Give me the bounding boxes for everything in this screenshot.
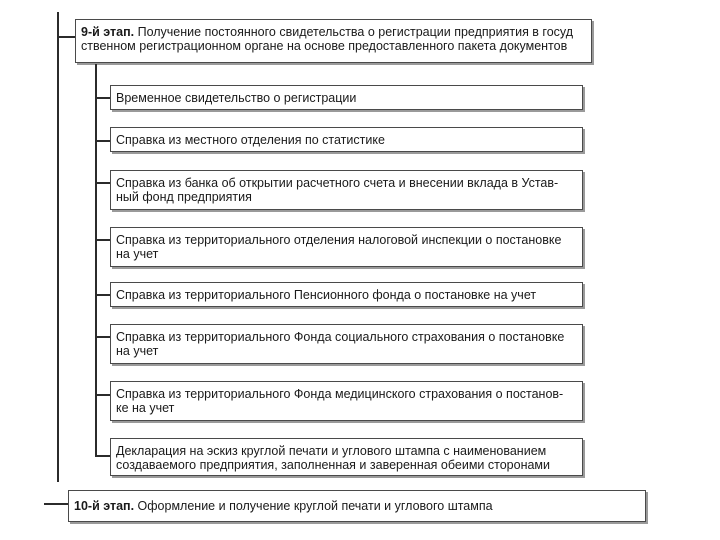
document-box-6 [110,324,583,364]
doc-connector-3 [95,182,110,184]
document-box-8 [110,438,583,476]
doc-connector-6 [95,336,110,338]
document-7-line-2: ке на учет [116,401,175,415]
document-box-5 [110,282,583,307]
document-4-line-2: на учет [116,247,159,261]
document-6-line-1: Справка из территориального Фонда социального страхования о постановке [116,330,565,344]
document-2-line-1: Справка из местного отделения по статистике [116,133,385,147]
document-7-line-1: Справка из территориального Фонда медицинского страхования о постанов- [116,387,564,401]
document-3-line-2: ный фонд предприятия [116,190,252,204]
stage-9-title-line-1: Получение постоянного свидетельства о регистрации предприятия в госуд [137,25,574,39]
document-8-line-1: Декларация на эскиз круглой печати и углового штампа с наименованием [116,444,547,458]
main-to-stage9-connector [57,36,75,38]
document-6-line-2: на учет [116,344,159,358]
documents-vertical-line [95,64,97,456]
document-1-line-1: Временное свидетельство о регистрации [116,91,357,105]
doc-connector-1 [95,97,110,99]
document-box-2 [110,127,583,152]
document-3-line-1: Справка из банка об открытии расчетного счета и внесении вклада в Устав- [116,176,559,190]
stage-9-number: 9-й этап. [81,25,135,39]
document-box-1 [110,85,583,110]
document-5-line-1: Справка из территориального Пенсионного фонда о постановке на учет [116,288,537,302]
doc-connector-5 [95,294,110,296]
stage-10-title: Оформление и получение круглой печати и углового штампа [137,499,493,513]
stage-9-line-1 [81,25,585,39]
document-box-7 [110,381,583,421]
main-to-stage10-connector [44,503,68,505]
doc-connector-2 [95,140,110,142]
stage-10-box [68,490,646,522]
doc-connector-8 [95,455,110,457]
document-4-line-1: Справка из территориального отделения налоговой инспекции о постановке [116,233,562,247]
document-box-4 [110,227,583,267]
stage-9-box [75,19,592,63]
doc-connector-7 [95,394,110,396]
main-vertical-line [57,12,59,482]
stage-10-line [74,499,639,513]
stage-9-title-line-2: ственном регистрационном органе на основе предоставленного пакета документов [81,39,568,53]
stage-10-number: 10-й этап. [74,499,135,513]
document-box-3 [110,170,583,210]
doc-connector-4 [95,239,110,241]
document-8-line-2: создаваемого предприятия, заполненная и заверенная обеими сторонами [116,458,550,472]
